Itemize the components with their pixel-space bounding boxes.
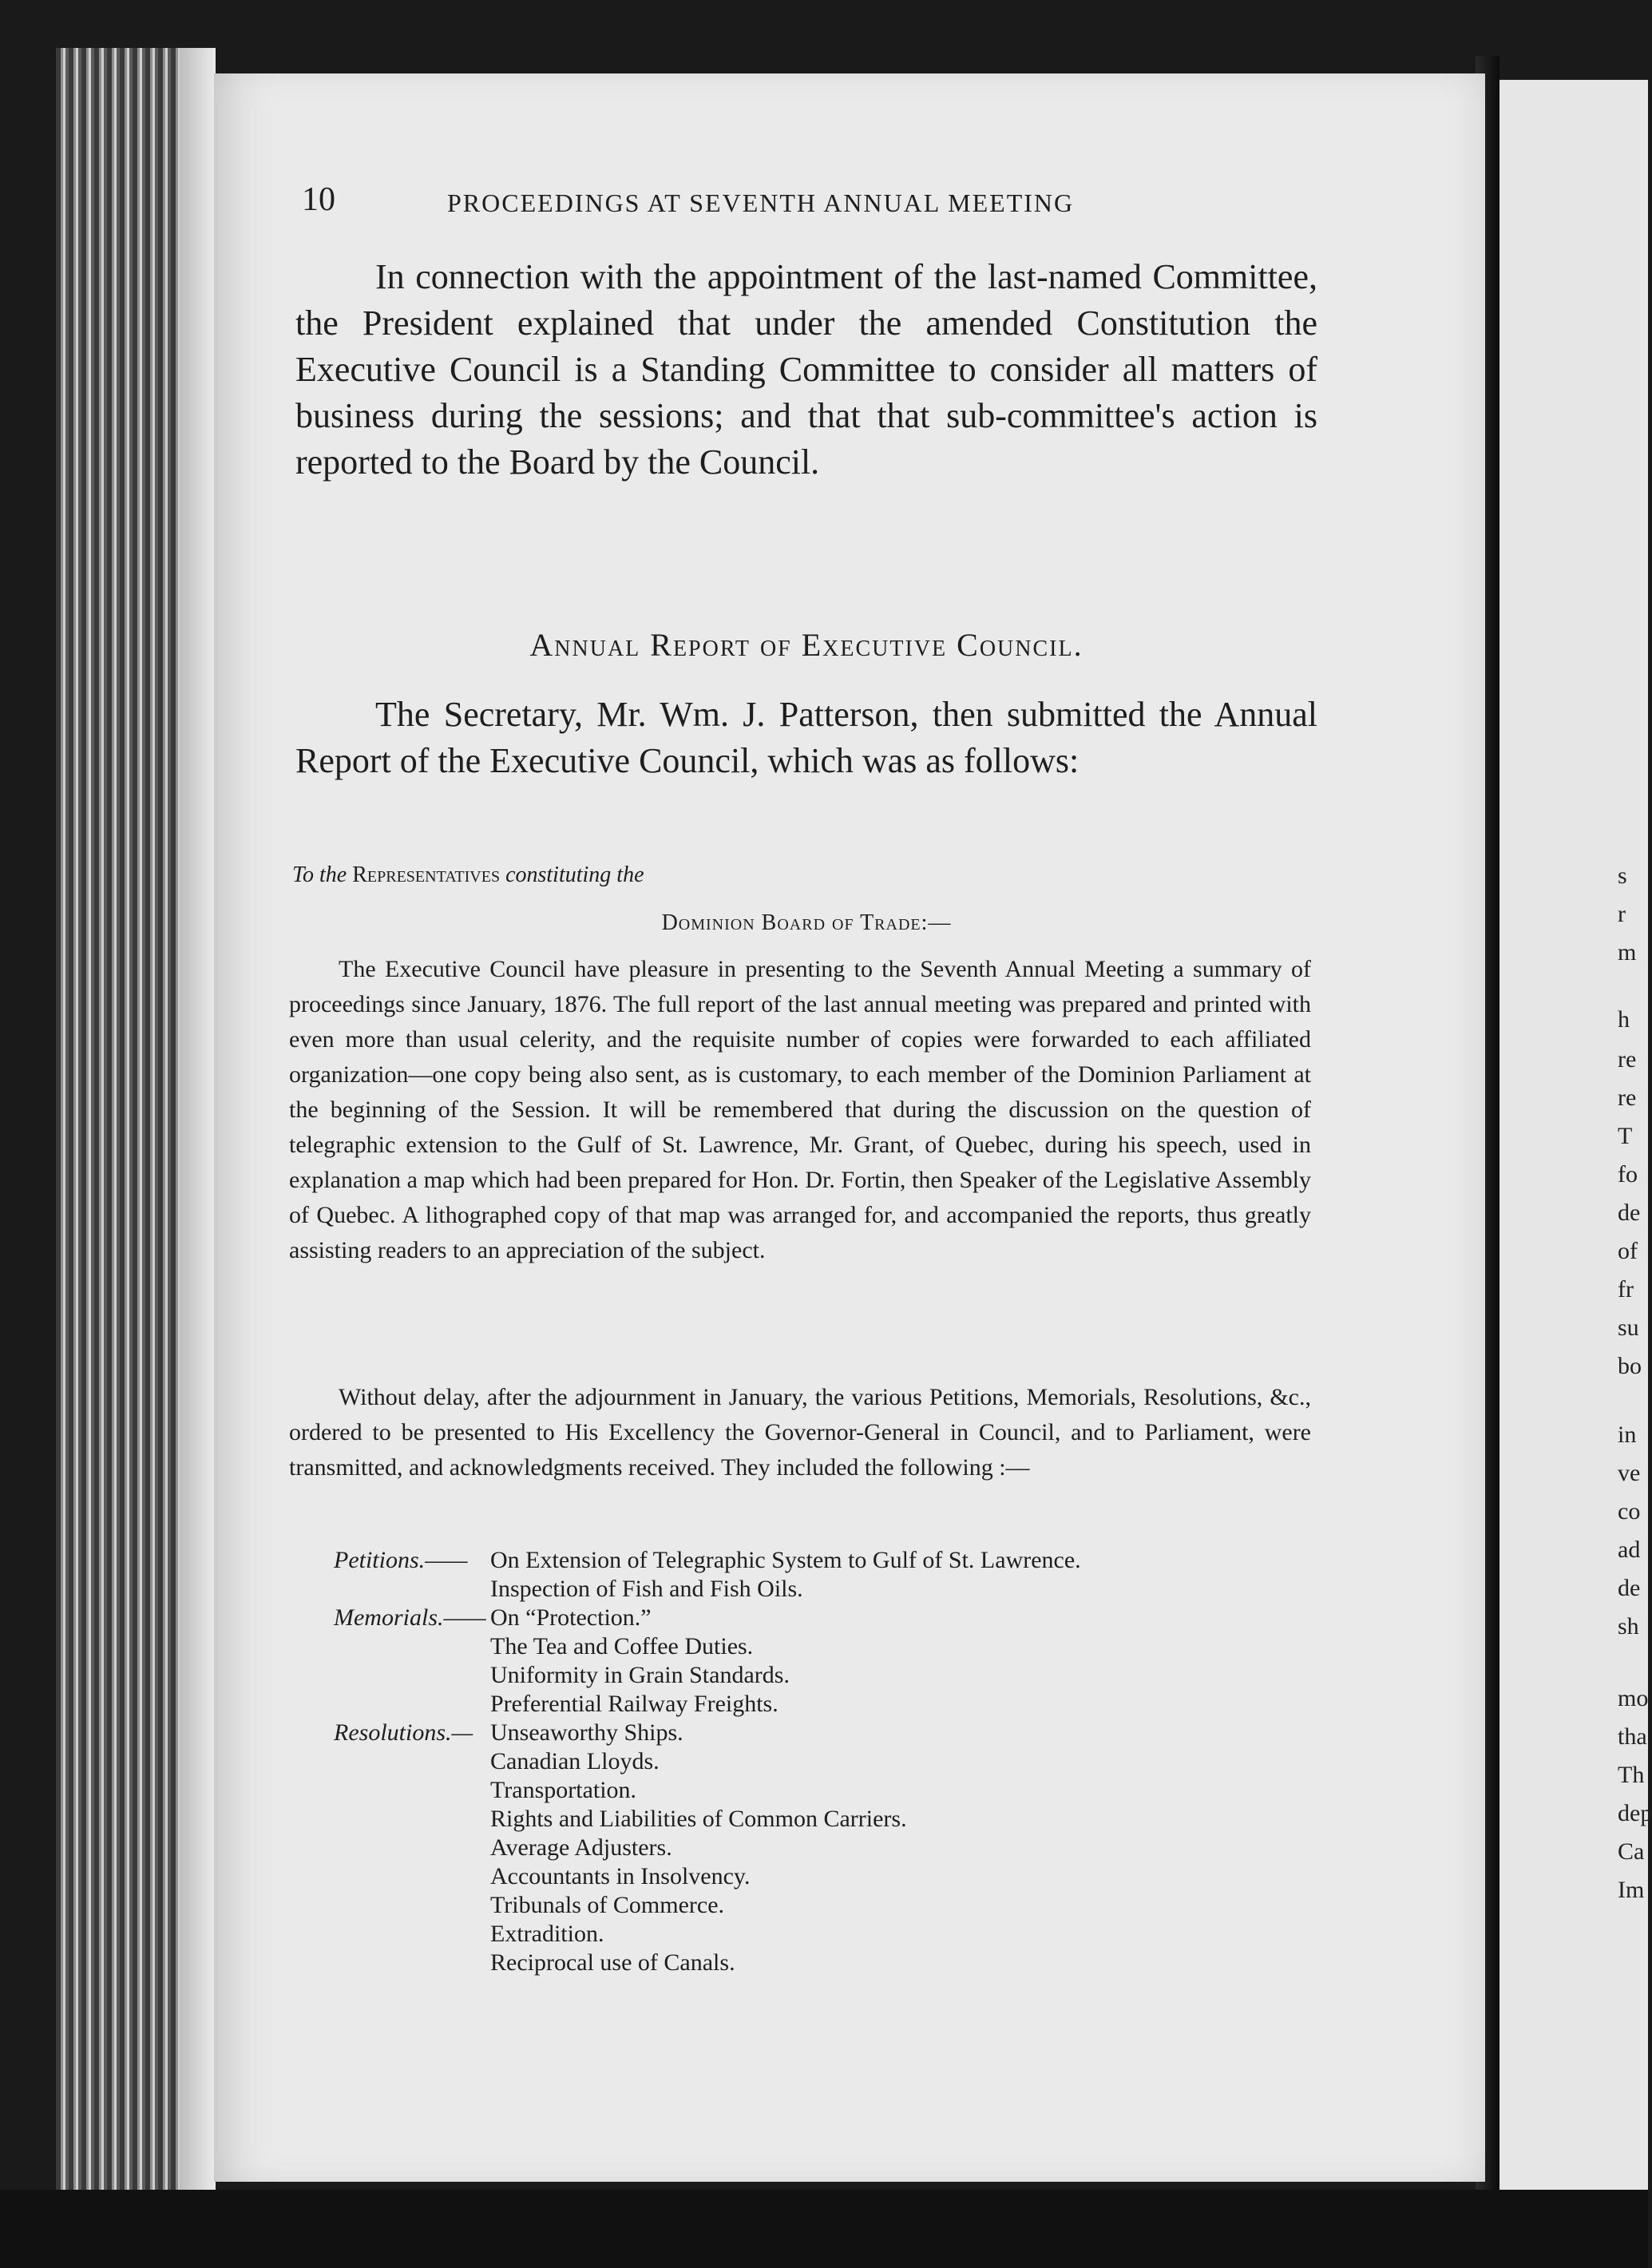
facing-page-fragment: su xyxy=(1618,1314,1639,1341)
list-item: Rights and Liabilities of Common Carriers. xyxy=(490,1806,907,1832)
facing-page-fragment: in xyxy=(1618,1421,1637,1448)
report-paragraph: The Executive Council have pleasure in presenting to the Seventh Annual Meeting a summary of proceedings since January, 1876. The full report of the last annual meeting was prepared and printed with even more than usual celerity, and the requisite number of copies were forwarded to each affiliated organization—one copy being also sent, as is customary, to each member of the Dominion Parliament at the beginning of the Session. It will be remembered that during the discussion on the question of telegraphic extension to the Gulf of St. Lawrence, Mr. Grant, of Quebec, during his speech, used in explanation a map which had been prepared for Hon. Dr. Fortin, then Speaker of the Legislative Assembly of Quebec. A lithographed copy of that map was arranged for, and accompanied the reports, thus greatly assisting readers to an appreciation of the subject. xyxy=(289,956,1311,1263)
list-item: Transportation. xyxy=(490,1777,637,1803)
facing-page-fragment: r xyxy=(1618,901,1626,927)
facing-page-fragment: de xyxy=(1618,1199,1641,1226)
list-item: Average Adjusters. xyxy=(490,1834,672,1861)
facing-page-fragment: ve xyxy=(1618,1460,1641,1486)
facing-page-fragment: co xyxy=(1618,1498,1641,1525)
facing-page-fragment: bo xyxy=(1618,1353,1642,1379)
list-category: Memorials.—— xyxy=(334,1604,486,1631)
facing-page-fragment: fo xyxy=(1618,1161,1638,1188)
list-group xyxy=(334,1604,1292,1719)
book-page-edges xyxy=(56,48,216,2196)
proceedings-list xyxy=(334,1546,1292,1977)
address-board: Dominion Board of Trade:— xyxy=(661,910,952,935)
facing-page-fragment: s xyxy=(1618,862,1627,889)
facing-page-fragment: dep xyxy=(1618,1800,1652,1826)
list-item: On “Protection.” xyxy=(490,1604,652,1631)
address-title: Representatives xyxy=(352,862,501,887)
facing-page-fragment: re xyxy=(1618,1084,1637,1111)
facing-page xyxy=(1499,80,1652,2196)
list-items xyxy=(490,1719,1292,1977)
address-prefix: To the xyxy=(292,862,353,887)
facing-page-fragment: Th xyxy=(1618,1762,1645,1788)
list-item: Canadian Lloyds. xyxy=(490,1748,660,1774)
list-item: Extradition. xyxy=(490,1921,604,1947)
address-suffix: constituting the xyxy=(500,862,644,887)
list-item: Preferential Railway Freights. xyxy=(490,1691,778,1717)
scan-background xyxy=(0,2190,1648,2268)
list-item: Inspection of Fish and Fish Oils. xyxy=(490,1576,803,1602)
list-item: Tribunals of Commerce. xyxy=(490,1892,725,1918)
list-group xyxy=(334,1719,1292,1977)
running-head: PROCEEDINGS AT SEVENTH ANNUAL MEETING xyxy=(447,188,1075,217)
list-item: Uniformity in Grain Standards. xyxy=(490,1662,790,1688)
facing-page-fragment: m xyxy=(1618,939,1637,965)
report-paragraph: Without delay, after the adjournment in January, the various Petitions, Memorials, Resolutions, &c., ordered to be presented to His Excellency the Governor-General in Council, and to Parliament, were transmitted, and acknowledgments received. They included the following :— xyxy=(289,1384,1311,1481)
intro-paragraph: In connection with the appointment of the last-named Committee, the President explained that under the amended Constitution the Executive Council is a Standing Committee to consider all matters of business during the sessions; and that that sub-committee's action is reported to the Board by the Council. xyxy=(295,257,1317,482)
facing-page-fragment: re xyxy=(1618,1046,1637,1073)
list-items xyxy=(490,1546,1292,1604)
address-line xyxy=(292,862,644,888)
list-item: The Tea and Coffee Duties. xyxy=(490,1633,754,1659)
facing-page-fragment: of xyxy=(1618,1238,1638,1264)
facing-page-fragment: mo xyxy=(1618,1685,1649,1711)
facing-page-fragment: fr xyxy=(1618,1276,1634,1303)
page-number: 10 xyxy=(302,181,335,218)
facing-page-fragment: Im xyxy=(1618,1877,1645,1903)
facing-page-fragment: ad xyxy=(1618,1536,1641,1563)
facing-page-fragment: de xyxy=(1618,1575,1641,1601)
facing-page-fragment: tha xyxy=(1618,1723,1647,1750)
list-item: Reciprocal use of Canals. xyxy=(490,1949,735,1976)
section-title: Annual Report of Executive Council. xyxy=(529,627,1084,663)
facing-page-fragment: h xyxy=(1618,1006,1630,1033)
facing-page-fragment: T xyxy=(1618,1123,1633,1149)
list-category: Petitions.—— xyxy=(334,1547,468,1573)
list-item: Unseaworthy Ships. xyxy=(490,1719,683,1746)
list-items xyxy=(490,1604,1292,1719)
list-item: Accountants in Insolvency. xyxy=(490,1863,751,1889)
submission-paragraph: The Secretary, Mr. Wm. J. Patterson, then submitted the Annual Report of the Executive Council, which was as follows: xyxy=(295,695,1317,780)
facing-page-fragment: sh xyxy=(1618,1613,1639,1640)
list-category: Resolutions.— xyxy=(334,1719,473,1746)
facing-page-fragment: Ca xyxy=(1618,1838,1645,1865)
list-item: On Extension of Telegraphic System to Gulf of St. Lawrence. xyxy=(490,1547,1081,1573)
list-group xyxy=(334,1546,1292,1604)
